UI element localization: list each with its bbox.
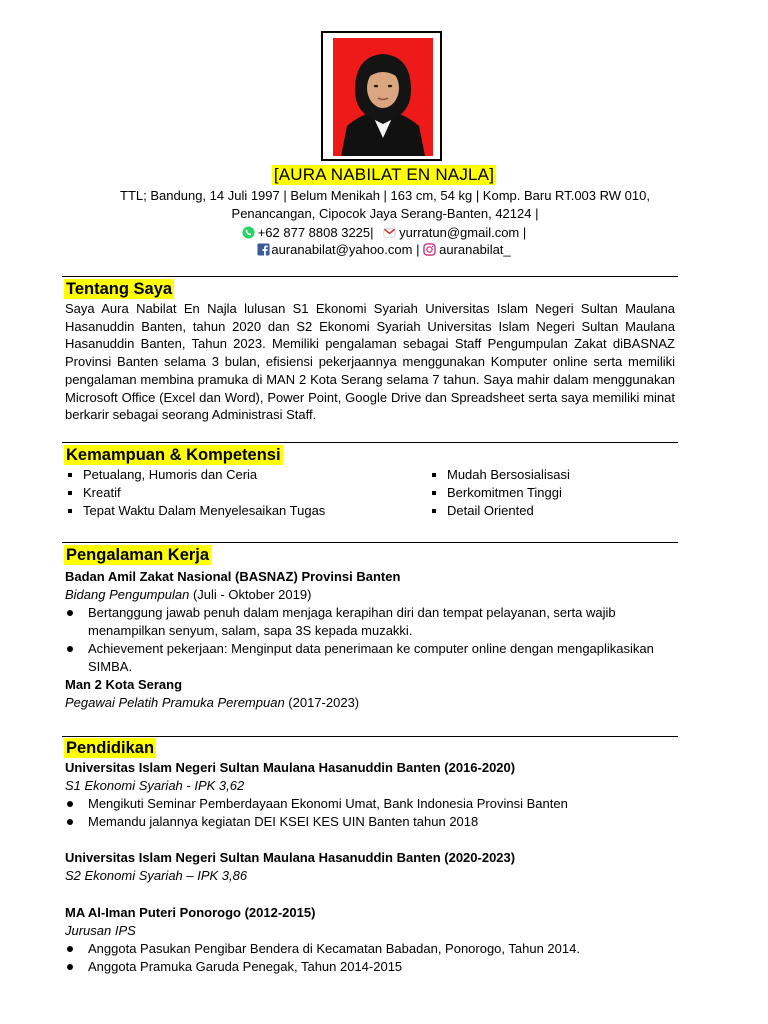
facebook-icon bbox=[257, 243, 270, 256]
education-entry bbox=[65, 759, 680, 831]
skills-left-column bbox=[65, 466, 325, 520]
photo-background bbox=[333, 38, 433, 156]
instagram-account[interactable]: auranabilat_ bbox=[439, 242, 511, 257]
skill-item: Tepat Waktu Dalam Menyelesaikan Tugas bbox=[65, 502, 325, 520]
list-item: Anggota Pramuka Garuda Penegak, Tahun 2014-2015 bbox=[65, 958, 680, 976]
skill-item: Petualang, Humoris dan Ceria bbox=[65, 466, 325, 484]
skills-right-column bbox=[429, 466, 570, 520]
section-divider bbox=[62, 736, 678, 737]
facebook-account[interactable]: auranabilat@yahoo.com bbox=[271, 242, 413, 257]
personal-info-line-1: TTL; Bandung, 14 Juli 1997 | Belum Menikah | 163 cm, 54 kg | Komp. Baru RT.003 RW 010, bbox=[120, 188, 650, 203]
candidate-name: [AURA NABILAT EN NAJLA] bbox=[273, 165, 495, 184]
job-organization: Man 2 Kota Serang bbox=[65, 677, 183, 692]
school-name: MA Al-Iman Puteri Ponorogo (2012-2015) bbox=[65, 905, 316, 920]
instagram-icon bbox=[423, 243, 436, 256]
personal-info-line-2: Penancangan, Cipocok Jaya Serang-Banten, 42124 | bbox=[231, 206, 539, 221]
education-activities bbox=[65, 795, 680, 831]
name-line bbox=[0, 165, 768, 185]
facebook-separator: | bbox=[412, 242, 420, 257]
skill-item: Detail Oriented bbox=[429, 502, 570, 520]
skills-title: Kemampuan & Kompetensi bbox=[66, 446, 281, 464]
job-responsibilities bbox=[65, 604, 680, 676]
list-item: Bertanggung jawab penuh dalam menjaga kerapihan diri dan tempat pelayanan, serta wajib menampilkan senyum, salam, sapa 3S kepada muzakki. bbox=[65, 604, 680, 640]
email-address[interactable]: yurratun@gmail.com bbox=[399, 225, 520, 240]
education-entry bbox=[65, 849, 680, 885]
about-text: Saya Aura Nabilat En Najla lulusan S1 Ekonomi Syariah Universitas Islam Negeri Sultan Maulana Hasanuddin Banten, tahun 2020 dan S2 Ekonomi Syariah Universitas Islam Negeri Sultan Maulana Hasanuddin Banten, Tahun 2023. Memiliki pengalaman sebagai Staff Pengumpulan Zakat diBASNAZ Provinsi Banten selama 3 bulan, efisiensi pekerjaannya menggunakan Komputer online serta memiliki pengalaman membina pramuka di MAN 2 Kota Serang selama 7 tahun. Saya mahir dalam menggunakan Microsoft Office (Excel dan Word), Power Point, Google Drive dan Spreadsheet serta saya memiliki minat berkarir sebagai seorang Administrasi Staff. bbox=[65, 301, 675, 423]
phone-number[interactable]: +62 877 8808 3225| bbox=[257, 225, 374, 240]
skill-item: Mudah Bersosialisasi bbox=[429, 466, 570, 484]
list-item: Anggota Pasukan Pengibar Bendera di Kecamatan Babadan, Ponorogo, Tahun 2014. bbox=[65, 940, 680, 958]
experience-title: Pengalaman Kerja bbox=[66, 546, 210, 564]
school-name: Universitas Islam Negeri Sultan Maulana Hasanuddin Banten (2020-2023) bbox=[65, 850, 516, 865]
person-portrait-icon bbox=[333, 38, 433, 156]
job-role: Bidang Pengumpulan bbox=[65, 587, 190, 602]
section-divider bbox=[62, 542, 678, 543]
job-entry bbox=[65, 568, 680, 712]
education-activities bbox=[65, 940, 680, 976]
job-period: (Juli - Oktober 2019) bbox=[189, 587, 312, 602]
school-name: Universitas Islam Negeri Sultan Maulana Hasanuddin Banten (2016-2020) bbox=[65, 760, 516, 775]
whatsapp-icon bbox=[242, 226, 255, 239]
job-role: Pegawai Pelatih Pramuka Perempuan bbox=[65, 695, 285, 710]
contact-row-2 bbox=[0, 241, 768, 258]
list-item: Mengikuti Seminar Pemberdayaan Ekonomi Umat, Bank Indonesia Provinsi Banten bbox=[65, 795, 680, 813]
education-entry bbox=[65, 904, 680, 976]
list-item: Achievement pekerjaan: Menginput data penerimaan ke computer online dengan mengaplikasikan SIMBA. bbox=[65, 640, 680, 676]
education-title: Pendidikan bbox=[66, 739, 155, 757]
about-title: Tentang Saya bbox=[66, 280, 173, 298]
list-item: Memandu jalannya kegiatan DEI KSEI KES UIN Banten tahun 2018 bbox=[65, 813, 680, 831]
contact-row-1 bbox=[0, 224, 768, 241]
job-period: (2017-2023) bbox=[284, 695, 360, 710]
school-major: S2 Ekonomi Syariah – IPK 3,86 bbox=[65, 868, 248, 883]
section-divider bbox=[62, 276, 678, 277]
job-organization: Badan Amil Zakat Nasional (BASNAZ) Provinsi Banten bbox=[65, 569, 401, 584]
school-major: S1 Ekonomi Syariah - IPK 3,62 bbox=[65, 778, 245, 793]
skill-item: Berkomitmen Tinggi bbox=[429, 484, 570, 502]
job-role-line bbox=[65, 586, 680, 604]
section-divider bbox=[62, 442, 678, 443]
profile-photo bbox=[321, 31, 442, 161]
skill-item: Kreatif bbox=[65, 484, 325, 502]
gmail-icon bbox=[383, 226, 396, 239]
email-separator: | bbox=[519, 225, 527, 240]
school-major: Jurusan IPS bbox=[65, 923, 136, 938]
job-role-line bbox=[65, 694, 680, 712]
